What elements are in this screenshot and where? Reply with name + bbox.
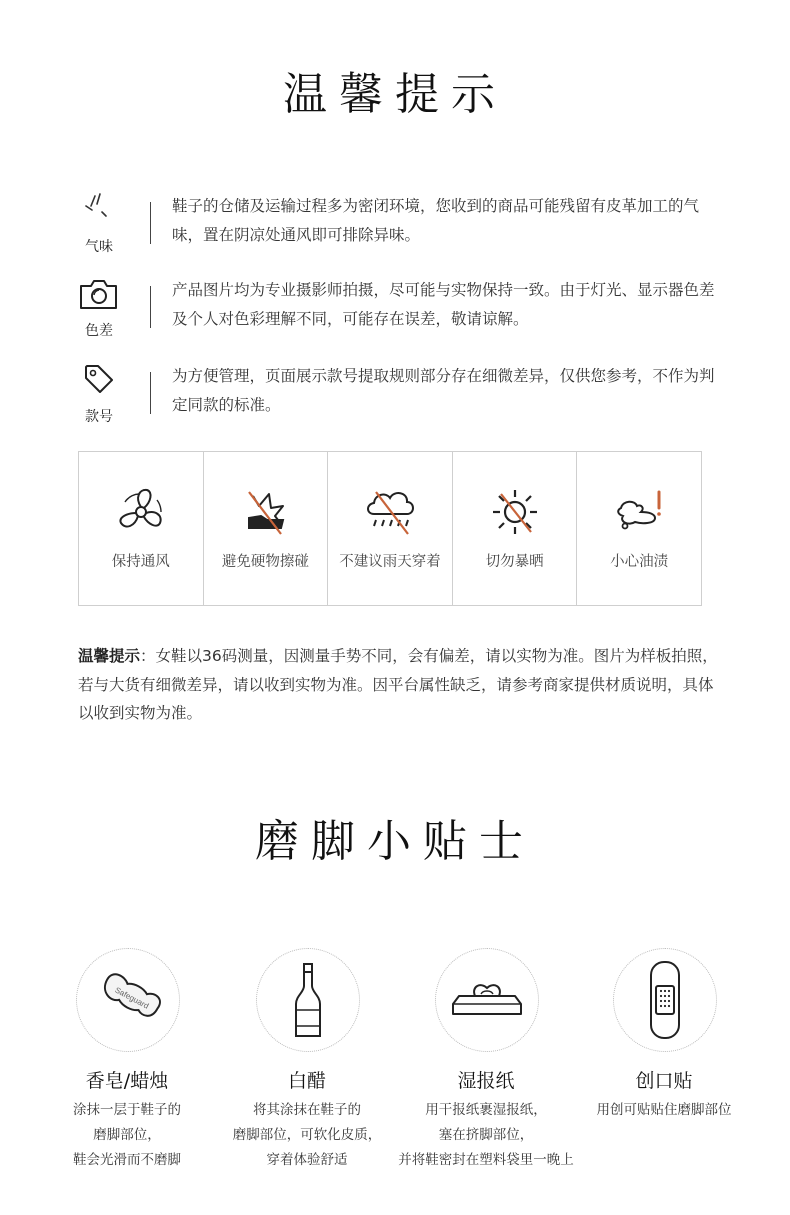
care-label: 切勿暴晒 [485,554,544,570]
tool-image-circle [613,948,717,1052]
care-item-ventilate [79,452,204,605]
care-item-avoid-collision [204,452,329,605]
tips-text: ：女鞋以36码测量，因测量手势不同，会有偏差，请以实物为准。图片为样板拍照，若与大货有细微差异，请以收到实物为准。因平台属性缺乏，请参考商家提供材质说明，具体以收到实物为准。 [78,647,718,722]
care-label: 避免硬物擦碰 [221,554,309,570]
blister-tips-title: 磨脚小贴士 [255,816,535,867]
no-collision-icon [237,484,293,540]
tool-image-circle [435,948,539,1052]
tips-heading: 温馨提示 [78,647,141,665]
soap-brand-text: Safeguard [113,985,151,1011]
warm-tips-title: 温馨提示 [283,69,507,120]
notice-text: 产品图片均为专业摄影师拍摄，尽可能与实物保持一致。由于灯光、显示器色差及个人对色彩理解不同，可能存在误差，敬请谅解。 [172,281,715,328]
tool-name: 创口贴 [635,1070,693,1092]
description-line: 涂抹一层于鞋子的 [73,1102,181,1118]
description-line: 穿着体验舒适 [266,1152,348,1168]
tag-icon [78,362,120,402]
tissue-icon [447,978,527,1022]
tool-name: 白醋 [287,1070,326,1092]
notice-label: 款号 [85,409,113,425]
divider [150,202,151,244]
notice-label: 气味 [85,239,113,255]
tool-image-circle [256,948,360,1052]
camera-icon [78,276,120,316]
notice-label: 色差 [85,323,113,339]
tool-name: 香皂/蜡烛 [85,1070,169,1092]
description-line: 用创可贴贴住磨脚部位 [596,1102,732,1118]
description-line: 用干报纸裹湿报纸， [425,1102,547,1118]
care-instructions-grid [78,451,702,606]
care-item-oil-stain [577,452,701,605]
care-item-no-rain [328,452,453,605]
divider [150,372,151,414]
bandaid-icon [647,960,683,1040]
no-sun-icon [487,484,543,540]
divider [150,286,151,328]
bottle-icon [288,960,328,1040]
description-line: 塞在挤脚部位， [438,1127,534,1143]
tool-name: 湿报纸 [457,1070,515,1092]
notice-style-number [78,362,718,428]
size-tips [78,642,718,728]
care-label: 不建议雨天穿着 [339,554,441,570]
description-line: 并将鞋密封在塑料袋里一晚上 [398,1152,574,1168]
notice-smell [78,192,718,258]
description-line: 磨脚部位，可软化皮质， [232,1127,382,1143]
no-rain-icon [362,484,418,540]
notice-color-difference [78,276,718,342]
tool-image-circle [76,948,180,1052]
smell-icon [78,192,120,232]
notice-text: 鞋子的仓储及运输过程多为密闭环境，您收到的商品可能残留有皮革加工的气味，置在阴凉处通风即可排除异味。 [172,197,700,244]
notice-text: 为方便管理，页面展示款号提取规则部分存在细微差异，仅供您参考，不作为判定同款的标准。 [172,367,715,414]
care-label: 小心油渍 [610,554,669,570]
fan-icon [113,484,169,540]
soap-icon [90,970,166,1030]
oil-stain-icon [611,484,667,540]
care-item-no-sun [453,452,578,605]
description-line: 鞋会光滑而不磨脚 [73,1152,181,1168]
description-line: 磨脚部位， [93,1127,161,1143]
tool-description [554,1098,774,1123]
care-label: 保持通风 [111,554,170,570]
description-line: 将其涂抹在鞋子的 [253,1102,361,1118]
